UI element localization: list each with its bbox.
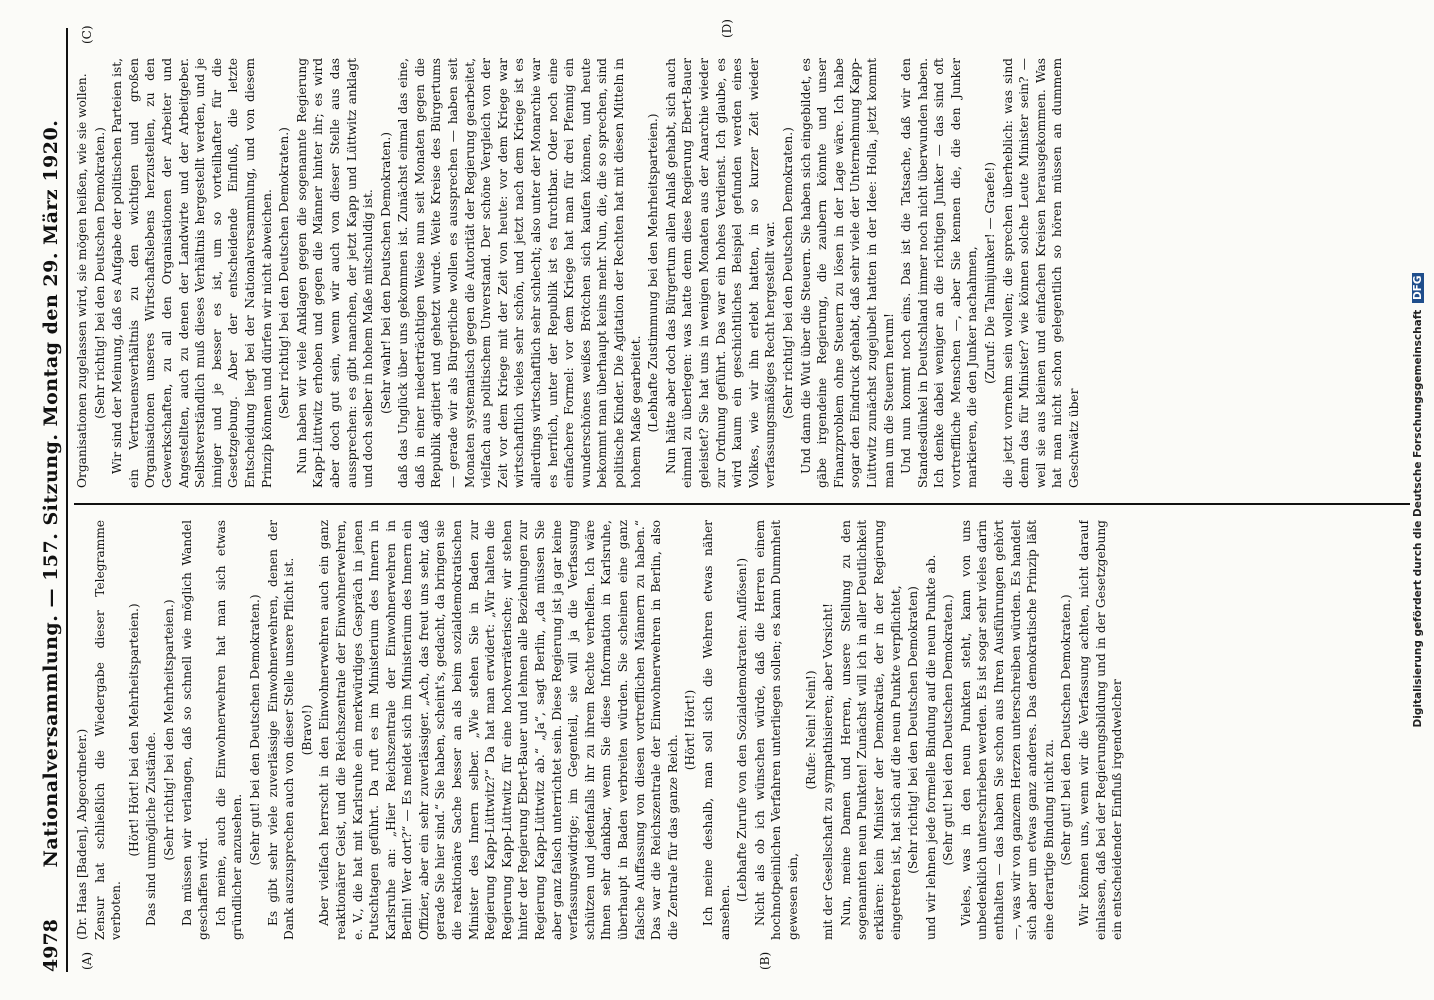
interjection: (Sehr richtig! bei den Deutschen Demokraten): [906, 586, 921, 874]
interjection: (Zuruf: Die Talmijunker! — Graefe!): [983, 162, 998, 384]
right-text-column: [74, 58, 1410, 488]
margin-marker-d: (D): [720, 19, 734, 38]
interjection: (Sehr gut! bei den Deutschen Demokraten.): [941, 594, 956, 866]
interjection: (Sehr richtig! bei den Deutschen Demokraten.): [780, 127, 795, 419]
paragraph: Nun hätte aber doch das Bürgertum allen Anlaß gehabt, sich auch einmal zu überlegen: was hatte denn diese Regierung Ebert-Bauer geleistet? Sie hat uns in wenigen Monaten aus der Anarchie wieder zur Ordnung geführt. Das war ein hohes Verdienst. Ich glaube, es wird kaum ein geschichtliches Beispiel gefunden werden eines Volkes, wie wir ihn erlebt hatten, in so kurzer Zeit wieder verfassungsmäßiges Recht hergestellt war.: [663, 58, 778, 488]
paragraph: die jetzt vornehm sein wollen; die sprechen überheblich: was sind denn das für Minister? wie können solche Leute Minister sein? — weil sie aus kleinen und einfachen Kreisen herausgekommen. Was hat man nicht schon gelegentlich so hören müssen an dummem Geschwätz über: [1000, 58, 1082, 488]
paragraph: Wir sind der Meinung, daß es Aufgabe der politischen Parteien ist, ein Vertrauensverhältnis zu den wichtigen und großen Organisationen unseres Wirtschaftslebens herzustellen, zu den Gewerkschaften, zu all den Organisationen der Arbeiter und Angestellten, auch zu denen der Landwirte und der Arbeitgeber. Selbstverständlich muß dieses Verhältnis hergestellt werden, und je inniger und je besser es ist, um so vorteilhafter für die Gesetzgebung. Aber der entscheidende Einfluß, die letzte Entscheidung liegt bei der Nationalversammlung, und von diesem Prinzip können und dürfen wir nicht abweichen.: [110, 58, 274, 488]
paragraph: Wir können uns, wenn wir die Verfassung achten, nicht darauf einlassen, daß bei der Regierungsbildung und in der Gesetzgebung ein entscheidender Einfluß irgendwelcher: [1077, 520, 1125, 940]
interjection: (Lebhafte Zurufe von den Sozialdemokraten: Auflösen!): [735, 557, 750, 903]
paragraph: mit der Gesellschaft zu sympathisieren; aber Vorsicht!: [821, 603, 836, 940]
paragraph: Organisationen zugelassen wird, sie mögen heißen, wie sie wollen.: [75, 73, 89, 488]
paragraph: Es gibt sehr viele zuverlässige Einwohnerwehren, denen der Dank auszusprechen auch von dieser Stelle unsere Pflicht ist.: [265, 520, 297, 940]
interjection: (Sehr gut! bei den Deutschen Demokraten.): [1059, 594, 1074, 866]
paragraph: Ich meine deshalb, man soll sich die Wehren etwas näher ansehen.: [700, 520, 732, 940]
margin-marker-a: (A): [80, 951, 94, 970]
column-divider: [74, 504, 1410, 506]
interjection: (Sehr richtig! bei den Deutschen Demokraten.): [277, 127, 292, 419]
interjection: (Sehr gut! bei den Deutschen Demokraten.): [247, 594, 262, 866]
interjection: (Sehr richtig! bei den Deutschen Demokraten.): [92, 127, 107, 419]
paragraph: Das sind unmögliche Zustände.: [144, 731, 159, 926]
paragraph: Vieles, was in den neun Punkten steht, kann von uns unbedenklich unterschrieben werden. Es ist sogar sehr vieles darin enthalten — das haben Sie schon aus Ihren Ausführungen gehört —, was wir von ganzem Herzen unterschreiben würden. Es handelt sich aber um etwas ganz anderes. Das demokratische Prinzip läßt eine derartige Bindung nicht zu.: [958, 520, 1056, 940]
paragraph: Nun haben wir viele Anklagen gegen die sogenannte Regierung Kapp-Lüttwitz erhoben und gegen die Männer hinter ihr; es wird aber doch gut sein, wenn wir auch von dieser Stelle aus das aussprechen: es gibt manchen, der jetzt Kapp und Lüttwitz anklagt und doch selber in hohem Maße mitschuldig ist.: [294, 58, 376, 488]
digitization-credit: [1412, 0, 1424, 1000]
paragraph: daß das Unglück über uns gekommen ist. Zunächst einmal das eine, daß in einer niederträchtigen Weise nun seit Monaten gegen die Republik agitiert und gehetzt wurde. Weite Kreise des Bürgertums — gerade wir als Bürgerliche wollen es aussprechen — haben seit Monaten systematisch gegen die Autorität der Regierung gearbeitet, vielfach aus politischem Unverstand. Der schöne Vergleich von der Zeit vor dem Kriege mit der Zeit von heute: vor dem Kriege war wirtschaftlich vieles sehr schön, und jetzt nach dem Kriege ist es allerdings wirtschaftlich sehr schlecht; also unter der Monarchie war es herrlich, unter der Republik ist es furchtbar. Oder noch eine einfachere Formel: vor dem Kriege hat man für drei Pfennig ein wunderschönes weißes Brötchen sich kaufen können, und heute bekommt man überhaupt keins mehr. Nun, die, die so sprechen, sind politische Kinder. Die Agitation der Rechten hat mit diesen Mitteln in hohem Maße gearbeitet.: [396, 58, 643, 488]
page-title: Nationalversammlung. — 157. Sitzung. Montag den 29. März 1920.: [40, 119, 62, 868]
paragraph: und wir lehnen jede formelle Bindung auf die neun Punkte ab.: [923, 554, 938, 940]
interjection: (Bravo!): [299, 704, 314, 756]
paragraph: Zensur hat schließlich die Wiedergabe dieser Telegramme verboten.: [92, 520, 124, 940]
interjection: (Sehr richtig! bei den Mehrheitsparteien.): [161, 599, 176, 861]
paragraph: Ich meine, auch die Einwohnerwehren hat man sich etwas gründlicher anzusehen.: [213, 520, 245, 940]
dfg-logo: DFG: [1412, 273, 1424, 304]
paragraph: Nun, meine Damen und Herren, unsere Stellung zu den sogenannten neun Punkten! Zunächst will ich in aller Deutlichkeit erklären: kein Minister der Demokratie, der in der Regierung eingetreten ist, hat sich auf die neun Punkte verpflichtet,: [838, 520, 903, 940]
paragraph: (Dr. Haas [Baden], Abgeordneter.): [75, 728, 89, 940]
interjection: (Lebhafte Zustimmung bei den Mehrheitsparteien.): [646, 113, 661, 433]
page-number: 4978: [40, 919, 62, 972]
header-rule: [66, 28, 68, 972]
interjection: (Hört! Hört! bei den Mehrheitsparteien.): [126, 603, 141, 857]
paragraph: Und nun kommt noch eins. Das ist die Tatsache, daß wir den Standesdünkel in Deutschland immer noch nicht überwunden haben. Ich denke dabei weniger an die richtigen Junker — das sind oft vortreffliche Menschen —, aber Sie kennen die, die den Junker markieren, die den Junker nachahmen,: [899, 58, 980, 488]
interjection: (Sehr wahr! bei den Deutschen Demokraten.): [378, 131, 393, 415]
paragraph: Da müssen wir verlangen, daß so schnell wie möglich Wandel geschaffen wird.: [179, 520, 211, 940]
interjection: (Hört! Hört!): [683, 689, 698, 771]
margin-marker-b: (B): [758, 951, 772, 970]
page-header: [28, 28, 62, 972]
paragraph: Nicht als ob ich wünschen würde, daß die Herren einem hochnotpeinlichen Verfahren unterliegen sollen; es kann Dummheit gewesen sein,: [752, 520, 800, 940]
credit-text: Digitalisierung gefördert durch die Deutsche Forschungsgemeinschaft: [1412, 309, 1424, 728]
paragraph: Aber vielfach herrscht in den Einwohnerwehren auch ein ganz reaktionärer Geist, und die Reichszentrale der Einwohnerwehren, e. V., die hat mit Karlsruhe ein merkwürdiges Gespräch in jenen Putschtagen geführt. Da ruft es im Ministerium des Innern in Karlsruhe an: „Hier Reichszentrale der Einwohnerwehren in Berlin! Wer dort?“ — Es meldet sich im Ministerium des Innern ein Offizier, aber ein sehr zuverlässiger. „Ach, das freut uns sehr, daß gerade Sie hier sind.“ Sie haben, scheint's, gedacht, da bringen sie die reaktionäre Sache besser an als beim sozialdemokratischen Minister des Innern selber. „Wie stehen Sie in Baden zur Regierung Kapp-Lüttwitz?“ Da hat man erwidert: „Wir halten die Regierung Kapp-Lüttwitz für eine hochverräterische; wir stehen hinter der Regierung Ebert-Bauer und lehnen alle Beziehungen zur Regierung Kapp-Lüttwitz ab.“ „Ja“, sagt Berlin, „da müssen Sie aber ganz falsch unterrichtet sein. Diese Regierung ist ja gar keine verfassungswidrige; im Gegenteil, sie will ja die Verfassung schützen und jedenfalls ihr zu ihrem Rechte verhelfen. Ich wäre Ihnen sehr dankbar, wenn Sie diese Information in Karlsruhe, überhaupt in Baden verbreiten würden. Sie scheinen eine ganz falsche Auffassung von diesen vortrefflichen Männern zu haben.“ Das war die Reichszentrale der Einwohnerwehren in Berlin, also die Zentrale für das ganze Reich.: [317, 520, 680, 940]
margin-marker-c: (C): [80, 25, 94, 44]
paragraph: Und dann die Wut über die Steuern. Sie haben sich eingebildet, es gäbe irgendeine Regierung, die zaubern könnte und unser Finanzproblem ohne Steuern zu lösen in der Lage wäre. Ich habe sogar den Eindruck gehabt, daß sehr viele der Unternehmung Kapp-Lüttwitz zunächst zugejubelt hatten in der Idee: Holla, jetzt kommt man um die Steuern herum!: [798, 58, 896, 488]
left-text-column: [74, 520, 1410, 940]
interjection: (Rufe: Nein! Nein!): [803, 670, 818, 790]
